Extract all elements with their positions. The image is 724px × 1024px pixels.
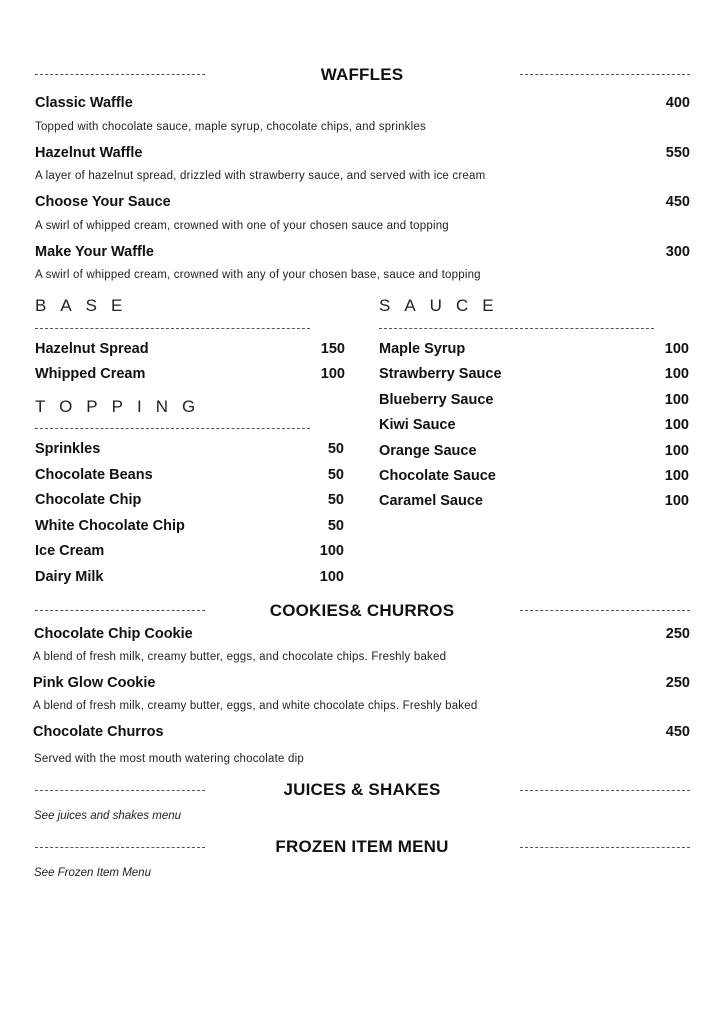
menu-item-description: A swirl of whipped cream, crowned with one of your chosen sauce and topping	[35, 220, 449, 232]
menu-item-price: 400	[665, 95, 690, 111]
menu-item-name: Chocolate Beans	[35, 467, 153, 483]
menu-item-price: 150	[320, 341, 345, 357]
menu-item-price: 100	[664, 468, 689, 484]
menu-item-name: Classic Waffle	[35, 95, 133, 111]
divider-line	[35, 428, 310, 429]
menu-item-name: Make Your Waffle	[35, 244, 154, 260]
menu-item-price: 100	[664, 366, 689, 382]
menu-item-name: Chocolate Chip Cookie	[34, 626, 193, 642]
divider-line	[35, 847, 205, 848]
menu-item-price: 450	[665, 194, 690, 210]
section-title-waffles: WAFFLES	[320, 65, 404, 84]
menu-item-price: 100	[664, 341, 689, 357]
menu-item-description: Topped with chocolate sauce, maple syrup, chocolate chips, and sprinkles	[35, 121, 426, 133]
menu-item-name: White Chocolate Chip	[35, 518, 185, 534]
section-title-juices: JUICES & SHAKES	[283, 780, 441, 799]
menu-item-price: 50	[327, 467, 344, 483]
frozen-note: See Frozen Item Menu	[34, 867, 151, 879]
menu-item-price: 550	[665, 145, 690, 161]
menu-item-description: A blend of fresh milk, creamy butter, eggs, and chocolate chips. Freshly baked	[33, 651, 447, 663]
menu-item-name: Choose Your Sauce	[35, 194, 171, 210]
menu-item-name: Maple Syrup	[379, 341, 466, 357]
menu-item-name: Kiwi Sauce	[379, 417, 456, 433]
menu-item-name: Caramel Sauce	[379, 493, 483, 509]
menu-item-name: Hazelnut Spread	[35, 341, 149, 357]
menu-item-name: Pink Glow Cookie	[33, 675, 156, 691]
menu-item-description: Served with the most mouth watering chocolate dip	[34, 753, 304, 765]
menu-item-price: 250	[665, 675, 690, 691]
menu-item-name: Strawberry Sauce	[379, 366, 502, 382]
divider-line	[520, 74, 690, 75]
section-title-cookies: COOKIES& CHURROS	[269, 601, 455, 620]
menu-item-name: Ice Cream	[35, 543, 105, 559]
divider-line	[35, 74, 205, 75]
menu-item-price: 50	[327, 492, 344, 508]
menu-item-name: Whipped Cream	[35, 366, 146, 382]
menu-item-price: 100	[320, 366, 345, 382]
divider-line	[35, 610, 205, 611]
menu-item-name: Hazelnut Waffle	[35, 145, 143, 161]
menu-item-price: 50	[327, 518, 344, 534]
divider-line	[520, 610, 690, 611]
menu-item-name: Orange Sauce	[379, 443, 477, 459]
juices-note: See juices and shakes menu	[34, 810, 182, 822]
menu-item-price: 300	[665, 244, 690, 260]
divider-line	[379, 328, 654, 329]
menu-item-name: Sprinkles	[35, 441, 101, 457]
divider-line	[520, 847, 690, 848]
section-title-frozen: FROZEN ITEM MENU	[275, 837, 449, 856]
menu-item-name: Blueberry Sauce	[379, 392, 494, 408]
subsection-title-sauce: SAUCE	[379, 296, 508, 315]
menu-item-name: Chocolate Churros	[33, 724, 164, 740]
menu-item-price: 50	[327, 441, 344, 457]
subsection-title-base: BASE	[35, 296, 137, 315]
divider-line	[35, 790, 205, 791]
divider-line	[520, 790, 690, 791]
menu-item-price: 100	[664, 392, 689, 408]
menu-item-price: 250	[665, 626, 690, 642]
menu-item-price: 100	[664, 493, 689, 509]
menu-item-price: 450	[665, 724, 690, 740]
menu-item-description: A blend of fresh milk, creamy butter, eggs, and white chocolate chips. Freshly baked	[33, 700, 478, 712]
menu-item-name: Chocolate Chip	[35, 492, 142, 508]
subsection-title-topping: TOPPING	[35, 397, 210, 416]
menu-item-price: 100	[664, 417, 689, 433]
menu-item-description: A layer of hazelnut spread, drizzled with strawberry sauce, and served with ice cream	[35, 170, 486, 182]
menu-item-description: A swirl of whipped cream, crowned with any of your chosen base, sauce and topping	[35, 269, 481, 281]
menu-item-price: 100	[319, 569, 344, 585]
menu-item-name: Chocolate Sauce	[379, 468, 496, 484]
menu-item-name: Dairy Milk	[35, 569, 104, 585]
menu-item-price: 100	[319, 543, 344, 559]
menu-item-price: 100	[664, 443, 689, 459]
divider-line	[35, 328, 310, 329]
